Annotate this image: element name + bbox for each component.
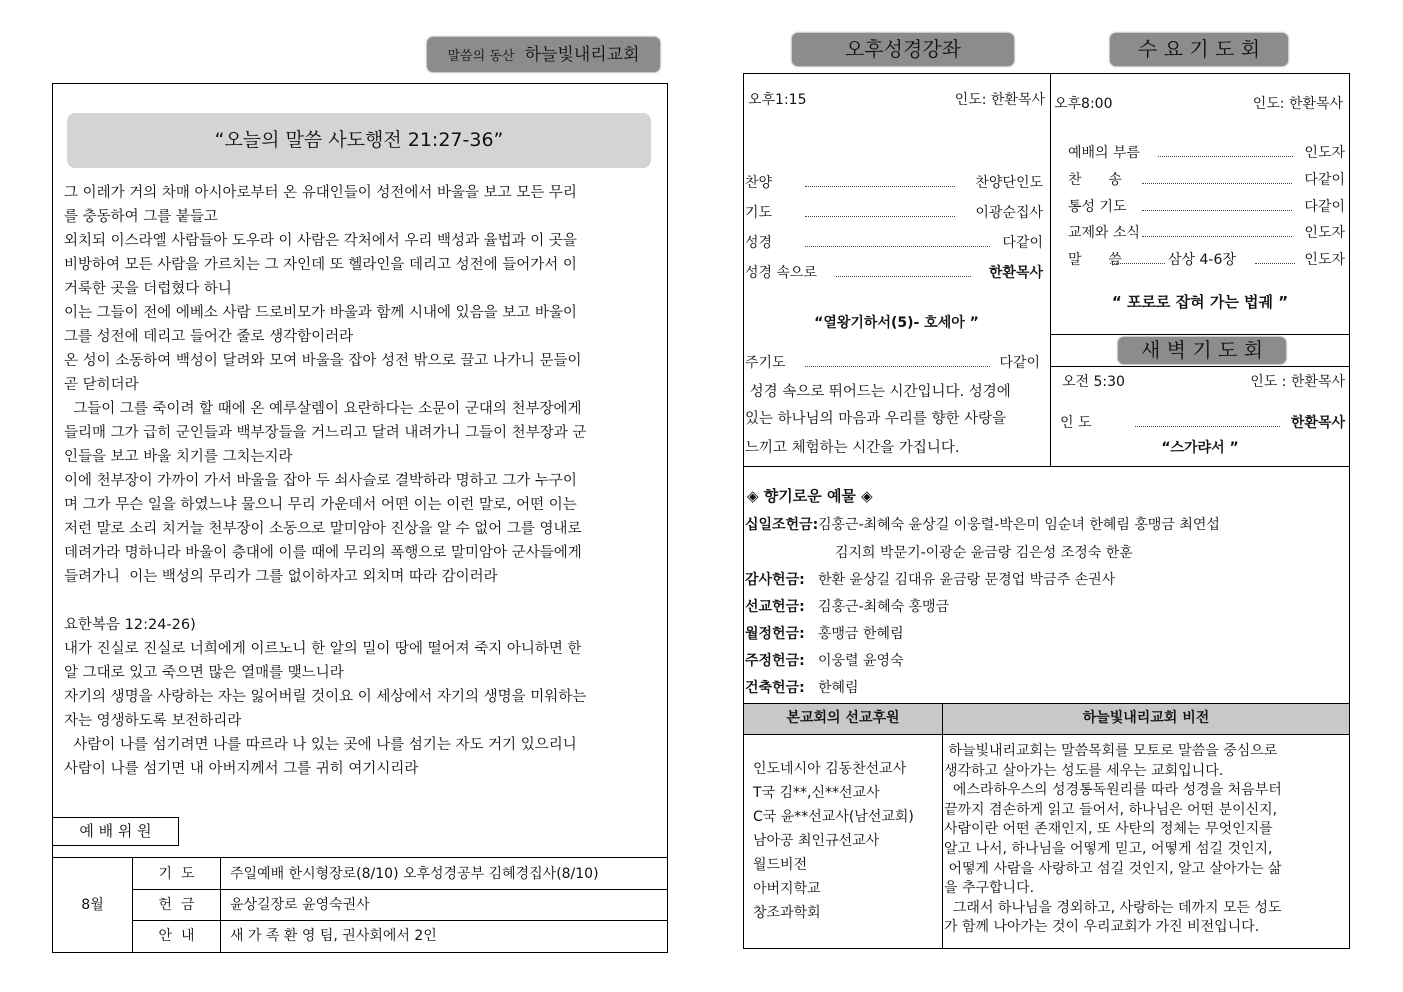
vision-line: 그래서 하나님을 경외하고, 사랑하는 데까지 모든 성도 <box>944 899 1282 916</box>
offering-type: 월정헌금: <box>745 626 805 642</box>
lords-prayer-value: 다같이 <box>999 355 1040 371</box>
scripture-line: 사람이 나를 섬기려면 나를 따르라 나 있는 곳에 나를 섬기는 자도 거기 있으리니 <box>64 737 577 753</box>
afternoon-time: 오후1:15 <box>748 92 807 108</box>
scripture-line: 자기의 생명을 사랑하는 자는 잃어버릴 것이요 이 세상에서 자기의 생명을 미워하는 <box>64 689 587 705</box>
vision-line: 생각하고 살아가는 성도를 세우는 교회입니다. <box>944 762 1224 779</box>
afternoon-item-value: 한환목사 <box>988 265 1043 281</box>
afternoon-item-value: 이광순집사 <box>975 205 1043 221</box>
wednesday-item-label: 통성 기도 <box>1068 199 1127 215</box>
afternoon-item-label: 성경 속으로 <box>745 265 818 281</box>
worship-servants-table <box>52 857 668 953</box>
dawn-item-label: 인 도 <box>1060 415 1092 431</box>
wednesday-item-label: 예배의 부름 <box>1068 145 1141 161</box>
scripture-line: 그 이레가 거의 차매 아시아로부터 온 유대인들이 성전에서 바울을 보고 모든 무리 <box>64 185 577 201</box>
offering-names: 이웅렬 윤영숙 <box>818 653 904 669</box>
scripture-line: 데려가라 명하니라 바울이 층대에 이를 때에 무리의 폭행으로 말미암아 군사들에게 <box>64 545 582 561</box>
scripture-line: 들려가니 이는 백성의 무리가 그를 없이하자고 외치며 따라 감이러라 <box>64 569 498 585</box>
afternoon-leader: 인도: 한환목사 <box>954 92 1045 108</box>
wednesday-time: 오후8:00 <box>1054 96 1113 112</box>
offering-type: 선교헌금: <box>745 599 805 615</box>
scripture-line: 그들이 그를 죽이려 할 때에 온 예루살렘이 요란하다는 소문이 군대의 천부장에게 <box>64 401 582 417</box>
wednesday-item-value: 인도자 <box>1304 145 1345 161</box>
scripture-line: 내가 진실로 진실로 너희에게 이르노니 한 알의 밀이 땅에 떨어져 죽지 아니하면 한 <box>64 641 582 657</box>
dotted-leader <box>836 276 971 277</box>
servant-value: 윤상길장로 윤영숙권사 <box>230 897 370 913</box>
scripture-line: 이에 천부장이 가까이 가서 바울을 잡아 두 쇠사슬로 결박하라 명하고 그가 누구이 <box>64 473 577 489</box>
mission-item: C국 윤**선교사(남선교회) <box>753 809 914 825</box>
wednesday-item-value: 인도자 <box>1304 252 1345 268</box>
scripture-line: 온 성이 소동하여 백성이 달려와 모여 바울을 잡아 성전 밖으로 끌고 나가니 문들이 <box>64 353 582 369</box>
vision-line: 에스라하우스의 성경통독원리를 따라 성경을 처음부터 <box>944 782 1282 799</box>
offering-type: 건축헌금: <box>745 680 805 696</box>
wednesday-sermon-title: “ 포로로 잡혀 가는 법궤 ” <box>1111 293 1289 311</box>
mission-item: 남아공 최인규선교사 <box>753 833 880 849</box>
afternoon-sermon-title: “열왕기하서(5)- 호세아 ” <box>814 315 979 331</box>
dawn-prayer-title: 새 벽 기 도 회 <box>1118 337 1286 364</box>
offering-type: 주정헌금: <box>745 653 805 669</box>
scripture-line: 거룩한 곳을 더럽혔다 하니 <box>64 281 232 297</box>
wednesday-item-middle: 삼상 4-6장 <box>1168 252 1236 268</box>
vision-line: 알고 나서, 하나님을 어떻게 믿고, 어떻게 섬길 것인지, <box>944 841 1273 857</box>
offering-names: 한환 윤상길 김대유 윤금랑 문경업 박금주 손권사 <box>818 572 1116 588</box>
dotted-leader <box>805 246 990 247</box>
dotted-leader <box>805 186 955 187</box>
offering-names: 김지희 박문기-이광순 윤금랑 김은성 조정숙 한훈 <box>835 545 1133 561</box>
dawn-item-value: 한환목사 <box>1290 415 1345 431</box>
dotted-leader <box>1255 263 1295 264</box>
wednesday-leader: 인도: 한환목사 <box>1252 96 1343 112</box>
mission-item: 아버지학교 <box>753 881 821 897</box>
vision-line: 하늘빛내리교회는 말씀목회를 모토로 말씀을 중심으로 <box>944 743 1278 759</box>
missions-header: 본교회의 선교후원 <box>786 710 900 726</box>
vision-line: 을 추구합니다. <box>944 880 1035 897</box>
afternoon-study-title: 오후성경강좌 <box>792 33 1014 66</box>
scripture-line: 이는 그들이 전에 에베소 사람 드로비모가 바울과 함께 시내에 있음을 보고 바울이 <box>64 305 577 321</box>
dotted-leader <box>805 216 955 217</box>
mission-item: T국 김**,신**선교사 <box>753 785 880 801</box>
scripture-line: 저런 말로 소리 치거늘 천부장이 소동으로 말미암아 진상을 알 수 없어 그를 영내로 <box>64 521 582 537</box>
afternoon-description-line: 느끼고 체험하는 시간을 가집니다. <box>745 440 960 456</box>
mission-item: 월드비전 <box>753 857 808 873</box>
vision-line: 사람이란 어떤 존재인지, 또 사탄의 정체는 무엇인지를 <box>944 821 1273 838</box>
servant-role: 기 도 <box>158 866 195 882</box>
dawn-sermon-title: “스가랴서 ” <box>1161 440 1239 456</box>
wednesday-item-label: 찬 송 <box>1068 172 1122 188</box>
afternoon-description-line: 성경 속으로 뛰어드는 시간입니다. 성경에 <box>745 384 1011 400</box>
servant-role: 헌 금 <box>158 897 195 913</box>
header-prefix: 말씀의 동산 <box>447 49 515 64</box>
afternoon-item-label: 기도 <box>745 205 773 221</box>
wednesday-prayer-title: 수 요 기 도 회 <box>1110 33 1288 66</box>
lords-prayer-label: 주기도 <box>745 355 786 371</box>
scripture-line: 비방하여 모든 사람을 가르치는 그 자인데 또 헬라인을 데리고 성전에 들어가서 이 <box>64 257 577 273</box>
scripture-line: 들리매 그가 급히 군인들과 백부장들을 거느리고 달려 내려가니 그들이 천부장과 군 <box>64 425 587 441</box>
dotted-leader <box>1158 156 1293 157</box>
offering-type: 십일조헌금: <box>745 517 819 533</box>
scripture-line: 곧 닫히더라 <box>64 377 139 393</box>
offering-names: 한혜림 <box>818 680 859 696</box>
scripture-line: 를 충동하여 그를 붙들고 <box>64 209 218 225</box>
vision-line: 어떻게 사람을 사랑하고 섬길 것인지, 알고 살아가는 삶 <box>944 860 1282 877</box>
dawn-time: 오전 5:30 <box>1062 374 1125 390</box>
dawn-leader: 인도 : 한환목사 <box>1250 374 1345 390</box>
offering-names: 김홍근-최혜숙 홍맹금 <box>818 599 950 615</box>
scripture-line: 사람이 나를 섬기면 내 아버지께서 그를 귀히 여기시리라 <box>64 761 419 777</box>
offering-names: 홍맹금 한혜림 <box>818 626 904 642</box>
mission-item: 창조과학회 <box>753 905 821 921</box>
dotted-leader <box>1142 210 1292 211</box>
scripture-line: 자는 영생하도록 보전하리라 <box>64 713 242 729</box>
servant-value: 주일예배 한시형장로(8/10) 오후성경공부 김혜경집사(8/10) <box>230 866 599 882</box>
servants-month: 8월 <box>81 897 104 913</box>
scripture-line: 알 그대로 있고 죽으면 많은 열매를 맺느니라 <box>64 665 344 681</box>
servant-role: 안 내 <box>158 928 195 944</box>
wednesday-item-label: 말 씀 <box>1068 252 1122 268</box>
dotted-leader <box>1142 236 1292 237</box>
wednesday-item-value: 다같이 <box>1304 172 1345 188</box>
offerings-heading: ◈ 향기로운 예물 ◈ <box>747 487 873 505</box>
church-name: 하늘빛내리교회 <box>524 45 640 65</box>
scripture-line: 인들을 보고 바울 치기를 그치는지라 <box>64 449 293 465</box>
dotted-leader <box>1110 263 1165 264</box>
dotted-leader <box>1142 183 1292 184</box>
offering-names: 김홍근-최혜숙 윤상길 이웅렬-박은미 임순녀 한혜림 홍맹금 최연섭 <box>818 517 1220 533</box>
vision-line: 가 함께 나아가는 것이 우리교회가 가진 비전입니다. <box>944 919 1260 936</box>
scripture-line: 외치되 이스라엘 사람들아 도우라 이 사람은 각처에서 우리 백성과 율법과 이 곳을 <box>64 233 577 249</box>
wednesday-item-value: 인도자 <box>1304 225 1345 241</box>
afternoon-item-label: 성경 <box>745 235 773 251</box>
wednesday-item-value: 다같이 <box>1304 199 1345 215</box>
afternoon-item-label: 찬양 <box>745 175 773 191</box>
todays-word-title: “오늘의 말씀 사도행전 21:27-36” <box>67 113 651 168</box>
church-header-tag <box>427 37 660 72</box>
vision-line: 끝까지 겸손하게 읽고 들어서, 하나님은 어떤 분이신지, <box>944 801 1278 818</box>
wednesday-item-label: 교제와 소식 <box>1068 225 1141 241</box>
worship-servants-label: 예 배 위 원 <box>52 817 179 846</box>
afternoon-item-value: 찬양단인도 <box>975 175 1043 191</box>
vision-header: 하늘빛내리교회 비전 <box>1082 710 1210 726</box>
offering-type: 감사헌금: <box>745 572 805 588</box>
scripture-line: 요한복음 12:24-26) <box>64 617 196 633</box>
afternoon-description-line: 있는 하나님의 마음과 우리를 향한 사랑을 <box>745 411 1007 427</box>
mission-item: 인도네시아 김동찬선교사 <box>753 761 907 777</box>
afternoon-item-value: 다같이 <box>1002 235 1043 251</box>
servant-value: 새 가 족 환 영 팀, 권사회에서 2인 <box>230 928 437 944</box>
scripture-line: 며 그가 무슨 일을 하였느냐 물으니 무리 가운데서 어떤 이는 이런 말로, 어떤 이는 <box>64 497 577 513</box>
scripture-line: 그를 성전에 데리고 들어간 줄로 생각함이러라 <box>64 329 354 345</box>
